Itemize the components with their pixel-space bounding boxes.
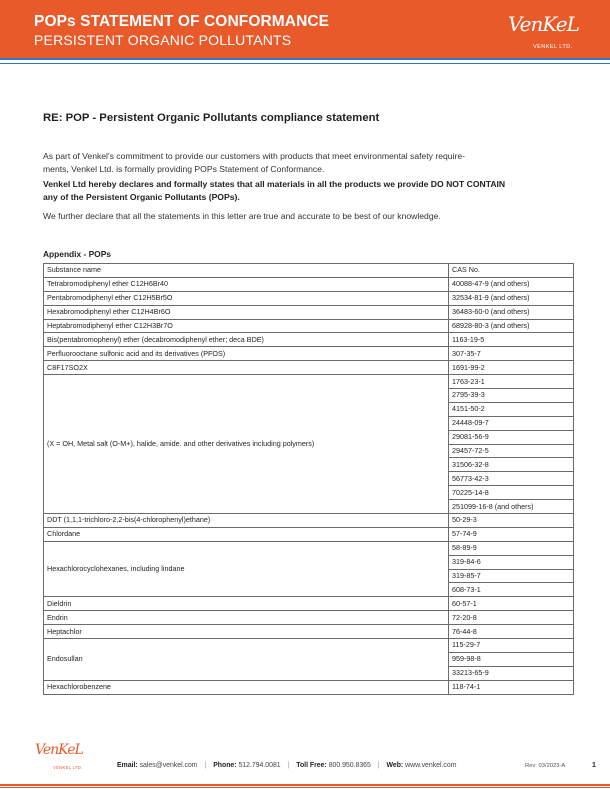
substance-cell: Hexachlorocyclohexanes, including lindane: [44, 541, 449, 597]
revision-label: Rev: 03/2023-A: [525, 763, 566, 769]
cas-cell: 60-57-1: [449, 597, 574, 611]
document-title: POPs STATEMENT OF CONFORMANCE: [34, 13, 330, 30]
substance-cell: C8F17SO2X: [44, 361, 449, 375]
cas-cell: 32534-81-9 (and others): [449, 291, 574, 305]
table-header-row: [44, 264, 574, 278]
venkel-logo: [508, 10, 578, 54]
document-subtitle: PERSISTENT ORGANIC POLLUTANTS: [34, 32, 292, 48]
tollfree-number: 800.950.8365: [328, 762, 371, 769]
declaration-line-1: Venkel Ltd hereby declares and formally states that all materials in all the products we provide DO NOT CONTAIN: [43, 179, 506, 189]
cas-cell: 1163-19-5: [449, 333, 574, 347]
intro-paragraph: [43, 150, 571, 177]
cas-cell: 29081-56-9: [449, 430, 574, 444]
cas-cell: 319-85-7: [449, 569, 574, 583]
footer-logo-wordmark: VenKeL: [35, 742, 83, 758]
cas-cell: 70225-14-8: [449, 486, 574, 500]
substance-cell: Endrin: [44, 611, 449, 625]
table-row: [44, 375, 574, 389]
web-label: Web:: [386, 762, 404, 769]
table-row: [44, 277, 574, 291]
table-row: [44, 611, 574, 625]
footer-divider-thin: [0, 787, 610, 788]
logo-subtext: VENKEL LTD.: [533, 44, 573, 50]
cas-cell: 115-29-7: [449, 639, 574, 653]
cas-cell: 50-29-3: [449, 514, 574, 528]
cas-cell: 76-44-8: [449, 625, 574, 639]
cas-cell: 31506-32-8: [449, 458, 574, 472]
cas-cell: 24448-09-7: [449, 416, 574, 430]
substance-cell: Endosullan: [44, 639, 449, 681]
table-row: [44, 333, 574, 347]
table-row: [44, 347, 574, 361]
table-row: [44, 305, 574, 319]
appendix-title: Appendix - POPs: [43, 249, 111, 259]
table-row: [44, 597, 574, 611]
table-row: [44, 514, 574, 528]
email-label: Email:: [117, 762, 138, 769]
substance-cell: Hexachlorobenzene: [44, 680, 449, 694]
table-row: [44, 625, 574, 639]
substance-cell: Heptabromodiphenyl ether C12H3Br7O: [44, 319, 449, 333]
table-row: [44, 319, 574, 333]
cas-cell: 2795-39-3: [449, 389, 574, 403]
table-row: [44, 541, 574, 555]
email-link[interactable]: sales@venkel.com: [139, 762, 198, 769]
accuracy-paragraph: We further declare that all the statements in this letter are true and accurate to be best of our knowledge.: [43, 211, 441, 221]
phone-label: Phone:: [213, 762, 237, 769]
declaration-line-2: any of the Persistent Organic Pollutants (POPs).: [43, 192, 240, 203]
substance-cell: Tetrabromodiphenyl ether C12H6Br40: [44, 277, 449, 291]
table-row: [44, 639, 574, 653]
table-row: [44, 680, 574, 694]
footer-divider: [0, 784, 610, 786]
substance-cell: Chlordane: [44, 527, 449, 541]
separator: |: [287, 762, 290, 769]
cas-cell: 1691-99-2: [449, 361, 574, 375]
cas-cell: 1763-23-1: [449, 375, 574, 389]
cas-cell: 29457-72-5: [449, 444, 574, 458]
cas-cell: 57-74-9: [449, 527, 574, 541]
separator: |: [377, 762, 380, 769]
pops-table: [43, 263, 574, 695]
cas-cell: 251099-16-8 (and others): [449, 500, 574, 514]
cas-header: CAS No.: [449, 264, 574, 278]
cas-cell: 58-89-9: [449, 541, 574, 555]
cas-cell: 959-98-8: [449, 652, 574, 666]
substance-cell: Bis(pentabromophenyl) ether (decabromodiphenyl ether; deca BDE): [44, 333, 449, 347]
cas-cell: 36483-60-0 (and others): [449, 305, 574, 319]
contact-bar: [117, 762, 456, 769]
table-row: [44, 361, 574, 375]
declaration-paragraph: [43, 178, 571, 205]
header-banner: [0, 0, 610, 58]
page-number: 1: [592, 762, 596, 769]
cas-cell: 72-20-8: [449, 611, 574, 625]
cas-cell: 319-84-6: [449, 555, 574, 569]
tollfree-label: Toll Free:: [296, 762, 327, 769]
substance-cell: Hexabromodiphenyl ether C12H4Br6O: [44, 305, 449, 319]
cas-cell: 118-74-1: [449, 680, 574, 694]
substance-cell: DDT (1,1,1-trichloro-2,2-bis(4-chlorophenyl)ethane): [44, 514, 449, 528]
substance-cell: Pentabromodiphenyl ether C12H5Br5O: [44, 291, 449, 305]
separator: |: [204, 762, 207, 769]
cas-cell: 608-73-1: [449, 583, 574, 597]
substance-cell: Perfluorooctane sulfonic acid and its derivatives (PFOS): [44, 347, 449, 361]
re-line: RE: POP - Persistent Organic Pollutants compliance statement: [43, 112, 380, 124]
footer-logo: [35, 740, 81, 774]
substance-cell: (X = OH, Metal salt (O-M+), halide, amide. and other derivatives including polymers): [44, 375, 449, 514]
phone-number: 512.794.0081: [238, 762, 281, 769]
intro-line-2: ments, Venkel Ltd. is formally providing POPs Statement of Conformance.: [43, 164, 325, 175]
table-row: [44, 527, 574, 541]
cas-cell: 40088-47-9 (and others): [449, 277, 574, 291]
cas-cell: 68928-80-3 (and others): [449, 319, 574, 333]
intro-line-1: As part of Venkel's commitment to provide our customers with products that meet environmental safety require-: [43, 151, 465, 161]
cas-cell: 4151-50-2: [449, 402, 574, 416]
web-link[interactable]: www.venkel.com: [405, 762, 457, 769]
logo-wordmark: VenKeL: [508, 12, 579, 36]
cas-cell: 56773-42-3: [449, 472, 574, 486]
table-row: [44, 291, 574, 305]
cas-cell: 307-35-7: [449, 347, 574, 361]
substance-cell: Heptachlor: [44, 625, 449, 639]
footer-logo-subtext: VENKEL LTD.: [53, 765, 83, 770]
substance-header: Substance name: [44, 264, 449, 278]
header-divider: [0, 58, 610, 60]
substance-cell: Dieldrin: [44, 597, 449, 611]
cas-cell: 33213-65-9: [449, 666, 574, 680]
header-divider-thin: [0, 63, 610, 64]
